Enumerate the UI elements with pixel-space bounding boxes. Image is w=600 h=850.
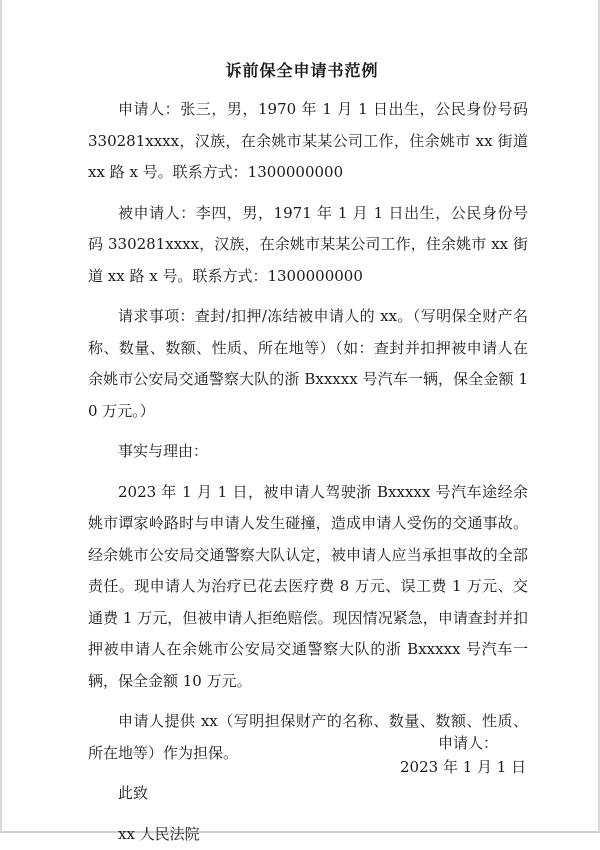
signature-label: 申请人： [438, 732, 538, 753]
paragraph-guarantee: 申请人提供 xx（写明担保财产的名称、数量、数额、性质、所在地等）作为担保。 [88, 706, 528, 769]
paragraph-facts-heading: 事实与理由： [88, 436, 528, 468]
signature-date: 2023 年 1 月 1 日 [400, 756, 540, 777]
paragraph-applicant: 申请人：张三，男，1970 年 1 月 1 日出生，公民身份号码 330281xxxx，汉族，在余姚市某某公司工作，住余姚市 xx 街道 xx 路 x 号。联系方式：1300000000 [88, 94, 528, 189]
paragraph-court: xx 人民法院 [88, 819, 528, 850]
paragraph-request: 请求事项：查封/扣押/冻结被申请人的 xx。（写明保全财产名称、数量、数额、性质、所在地等）（如：查封并扣押被申请人在余姚市公安局交通警察大队的浙 Bxxxxx 号汽车一辆，保全金额 10 万元。） [88, 301, 528, 427]
paragraph-facts: 2023 年 1 月 1 日，被申请人驾驶浙 Bxxxxx 号汽车途经余姚市谭家岭路时与申请人发生碰撞，造成申请人受伤的交通事故。经余姚市公安局交通警察大队认定，被申请人应当承担事故的全部责任。现申请人为治疗已花去医疗费 8 万元、误工费 1 万元、交通费 1 万元，但被申请人拒绝赔偿。现因情况紧急，申请查封并扣押被申请人在余姚市公安局交通警察大队的浙 Bxxxxx 号汽车一辆，保全金额 10 万元。 [88, 477, 528, 698]
paragraph-salutation: 此致 [88, 778, 528, 810]
paragraph-respondent: 被申请人：李四，男，1971 年 1 月 1 日出生，公民身份号码 330281xxxx，汉族，在余姚市某某公司工作，住余姚市 xx 街道 xx 路 x 号。联系方式：1300000000 [88, 198, 528, 293]
document-title: 诉前保全申请书范例 [2, 58, 600, 81]
